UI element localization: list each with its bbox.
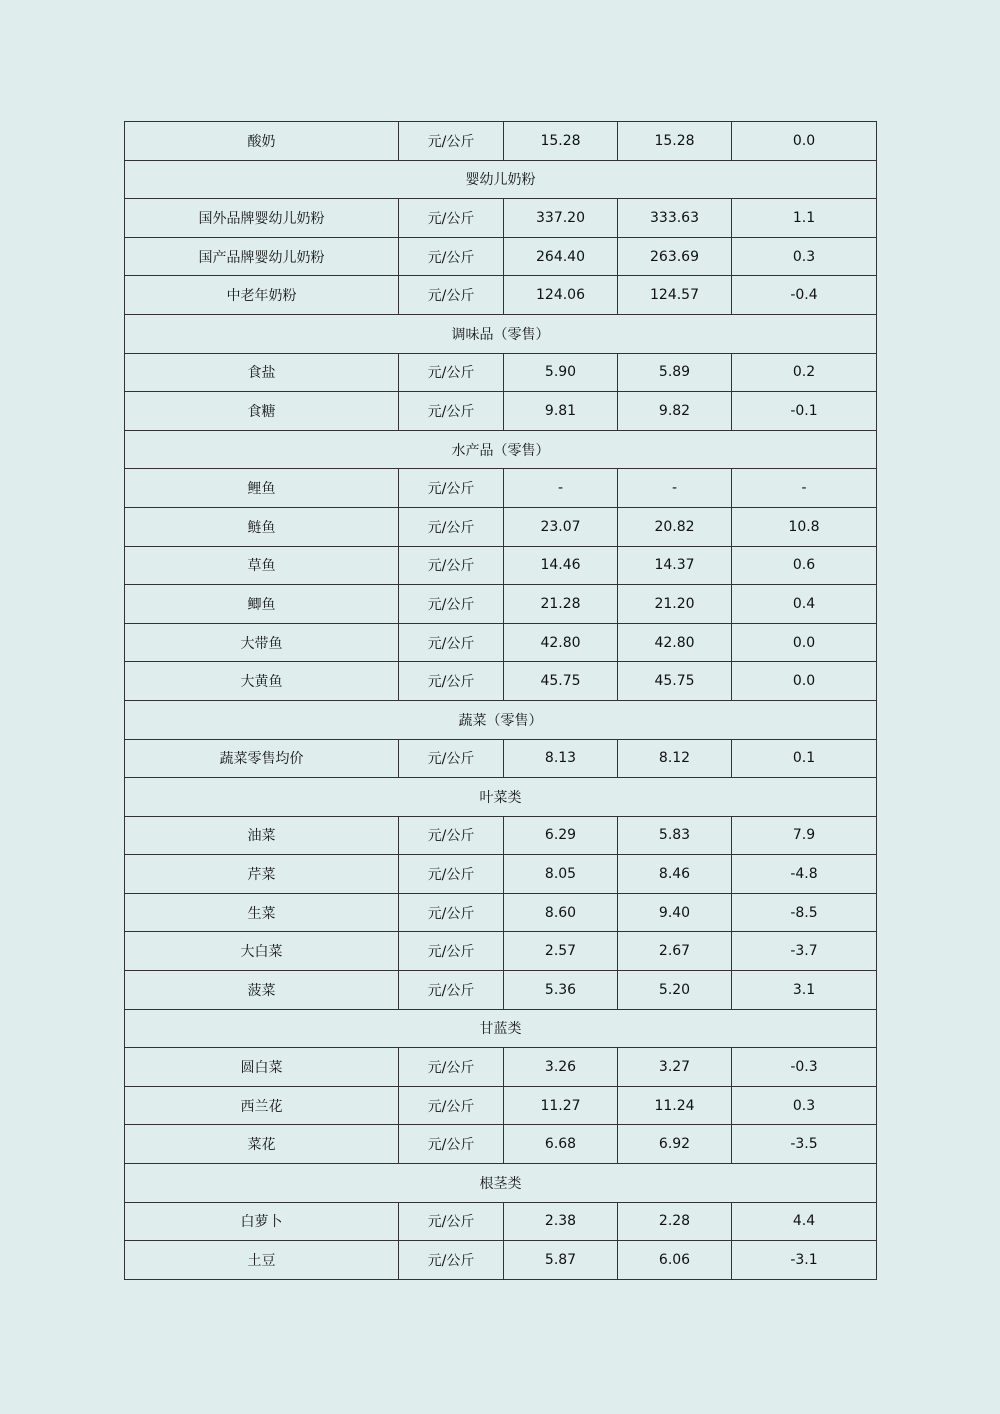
- table-row: [125, 1048, 877, 1087]
- previous-price-cell: 45.75: [618, 662, 732, 701]
- previous-price-cell: 124.57: [618, 276, 732, 315]
- current-price-cell: 337.20: [504, 199, 618, 238]
- previous-price-cell: 2.28: [618, 1202, 732, 1241]
- change-percent-cell: 0.1: [732, 739, 877, 778]
- current-price-cell: 45.75: [504, 662, 618, 701]
- section-header-row: [125, 778, 877, 817]
- previous-price-cell: 6.92: [618, 1125, 732, 1164]
- table-row: [125, 585, 877, 624]
- item-name-cell: 国外品牌婴幼儿奶粉: [125, 199, 399, 238]
- table-row: [125, 199, 877, 238]
- change-percent-cell: -3.1: [732, 1241, 877, 1280]
- change-percent-cell: 0.0: [732, 662, 877, 701]
- previous-price-cell: 6.06: [618, 1241, 732, 1280]
- table-row: [125, 971, 877, 1010]
- previous-price-cell: 9.40: [618, 893, 732, 932]
- table-row: [125, 893, 877, 932]
- change-percent-cell: 0.0: [732, 623, 877, 662]
- table-row: [125, 507, 877, 546]
- section-title: 根茎类: [125, 1164, 877, 1203]
- section-title: 蔬菜（零售）: [125, 700, 877, 739]
- table-row: [125, 1125, 877, 1164]
- item-name-cell: 油菜: [125, 816, 399, 855]
- section-title: 甘蓝类: [125, 1009, 877, 1048]
- current-price-cell: 42.80: [504, 623, 618, 662]
- section-title: 调味品（零售）: [125, 314, 877, 353]
- item-name-cell: 鲢鱼: [125, 507, 399, 546]
- change-percent-cell: -0.1: [732, 392, 877, 431]
- item-name-cell: 中老年奶粉: [125, 276, 399, 315]
- item-name-cell: 大白菜: [125, 932, 399, 971]
- unit-cell: 元/公斤: [399, 893, 504, 932]
- section-title: 婴幼儿奶粉: [125, 160, 877, 199]
- item-name-cell: 圆白菜: [125, 1048, 399, 1087]
- item-name-cell: 食盐: [125, 353, 399, 392]
- section-header-row: [125, 700, 877, 739]
- change-percent-cell: -8.5: [732, 893, 877, 932]
- change-percent-cell: 0.3: [732, 1086, 877, 1125]
- item-name-cell: 草鱼: [125, 546, 399, 585]
- unit-cell: 元/公斤: [399, 276, 504, 315]
- change-percent-cell: 0.0: [732, 122, 877, 161]
- unit-cell: 元/公斤: [399, 932, 504, 971]
- item-name-cell: 大黄鱼: [125, 662, 399, 701]
- current-price-cell: 6.29: [504, 816, 618, 855]
- previous-price-cell: 42.80: [618, 623, 732, 662]
- unit-cell: 元/公斤: [399, 353, 504, 392]
- change-percent-cell: -: [732, 469, 877, 508]
- previous-price-cell: 21.20: [618, 585, 732, 624]
- current-price-cell: 6.68: [504, 1125, 618, 1164]
- previous-price-cell: 5.20: [618, 971, 732, 1010]
- table-row: [125, 662, 877, 701]
- table-row: [125, 932, 877, 971]
- unit-cell: 元/公斤: [399, 507, 504, 546]
- table-row: [125, 1202, 877, 1241]
- previous-price-cell: 8.46: [618, 855, 732, 894]
- previous-price-cell: 8.12: [618, 739, 732, 778]
- section-header-row: [125, 430, 877, 469]
- current-price-cell: 5.36: [504, 971, 618, 1010]
- change-percent-cell: 0.6: [732, 546, 877, 585]
- section-header-row: [125, 314, 877, 353]
- current-price-cell: 3.26: [504, 1048, 618, 1087]
- table-row: [125, 237, 877, 276]
- item-name-cell: 国产品牌婴幼儿奶粉: [125, 237, 399, 276]
- change-percent-cell: -0.3: [732, 1048, 877, 1087]
- unit-cell: 元/公斤: [399, 662, 504, 701]
- change-percent-cell: 0.4: [732, 585, 877, 624]
- price-table: [124, 121, 877, 1280]
- previous-price-cell: 20.82: [618, 507, 732, 546]
- item-name-cell: 芹菜: [125, 855, 399, 894]
- unit-cell: 元/公斤: [399, 623, 504, 662]
- item-name-cell: 菜花: [125, 1125, 399, 1164]
- change-percent-cell: -0.4: [732, 276, 877, 315]
- table-row: [125, 816, 877, 855]
- change-percent-cell: -4.8: [732, 855, 877, 894]
- item-name-cell: 西兰花: [125, 1086, 399, 1125]
- unit-cell: 元/公斤: [399, 1202, 504, 1241]
- previous-price-cell: 333.63: [618, 199, 732, 238]
- unit-cell: 元/公斤: [399, 585, 504, 624]
- table-row: [125, 122, 877, 161]
- unit-cell: 元/公斤: [399, 237, 504, 276]
- item-name-cell: 生菜: [125, 893, 399, 932]
- current-price-cell: 15.28: [504, 122, 618, 161]
- change-percent-cell: 4.4: [732, 1202, 877, 1241]
- item-name-cell: 白萝卜: [125, 1202, 399, 1241]
- current-price-cell: 2.57: [504, 932, 618, 971]
- unit-cell: 元/公斤: [399, 469, 504, 508]
- change-percent-cell: 3.1: [732, 971, 877, 1010]
- current-price-cell: 5.87: [504, 1241, 618, 1280]
- item-name-cell: 食糖: [125, 392, 399, 431]
- item-name-cell: 蔬菜零售均价: [125, 739, 399, 778]
- table-row: [125, 739, 877, 778]
- previous-price-cell: 11.24: [618, 1086, 732, 1125]
- item-name-cell: 土豆: [125, 1241, 399, 1280]
- current-price-cell: 8.13: [504, 739, 618, 778]
- table-row: [125, 546, 877, 585]
- current-price-cell: 23.07: [504, 507, 618, 546]
- item-name-cell: 菠菜: [125, 971, 399, 1010]
- change-percent-cell: 7.9: [732, 816, 877, 855]
- previous-price-cell: 2.67: [618, 932, 732, 971]
- unit-cell: 元/公斤: [399, 816, 504, 855]
- change-percent-cell: 0.2: [732, 353, 877, 392]
- current-price-cell: 8.60: [504, 893, 618, 932]
- change-percent-cell: 0.3: [732, 237, 877, 276]
- current-price-cell: 11.27: [504, 1086, 618, 1125]
- section-title: 叶菜类: [125, 778, 877, 817]
- current-price-cell: 2.38: [504, 1202, 618, 1241]
- price-table-body: [125, 122, 877, 1280]
- current-price-cell: 8.05: [504, 855, 618, 894]
- unit-cell: 元/公斤: [399, 392, 504, 431]
- section-header-row: [125, 1164, 877, 1203]
- unit-cell: 元/公斤: [399, 546, 504, 585]
- current-price-cell: 9.81: [504, 392, 618, 431]
- change-percent-cell: 1.1: [732, 199, 877, 238]
- unit-cell: 元/公斤: [399, 122, 504, 161]
- previous-price-cell: 5.83: [618, 816, 732, 855]
- current-price-cell: 5.90: [504, 353, 618, 392]
- previous-price-cell: 9.82: [618, 392, 732, 431]
- section-header-row: [125, 160, 877, 199]
- unit-cell: 元/公斤: [399, 1048, 504, 1087]
- section-title: 水产品（零售）: [125, 430, 877, 469]
- table-row: [125, 392, 877, 431]
- current-price-cell: 14.46: [504, 546, 618, 585]
- current-price-cell: 264.40: [504, 237, 618, 276]
- table-row: [125, 469, 877, 508]
- change-percent-cell: -3.5: [732, 1125, 877, 1164]
- previous-price-cell: 5.89: [618, 353, 732, 392]
- table-row: [125, 1086, 877, 1125]
- table-row: [125, 353, 877, 392]
- unit-cell: 元/公斤: [399, 855, 504, 894]
- unit-cell: 元/公斤: [399, 739, 504, 778]
- item-name-cell: 酸奶: [125, 122, 399, 161]
- unit-cell: 元/公斤: [399, 199, 504, 238]
- previous-price-cell: 14.37: [618, 546, 732, 585]
- previous-price-cell: -: [618, 469, 732, 508]
- unit-cell: 元/公斤: [399, 971, 504, 1010]
- previous-price-cell: 263.69: [618, 237, 732, 276]
- current-price-cell: 124.06: [504, 276, 618, 315]
- section-header-row: [125, 1009, 877, 1048]
- unit-cell: 元/公斤: [399, 1241, 504, 1280]
- item-name-cell: 大带鱼: [125, 623, 399, 662]
- item-name-cell: 鲤鱼: [125, 469, 399, 508]
- table-row: [125, 276, 877, 315]
- change-percent-cell: 10.8: [732, 507, 877, 546]
- change-percent-cell: -3.7: [732, 932, 877, 971]
- table-row: [125, 1241, 877, 1280]
- table-row: [125, 623, 877, 662]
- current-price-cell: -: [504, 469, 618, 508]
- unit-cell: 元/公斤: [399, 1086, 504, 1125]
- previous-price-cell: 3.27: [618, 1048, 732, 1087]
- table-row: [125, 855, 877, 894]
- previous-price-cell: 15.28: [618, 122, 732, 161]
- item-name-cell: 鲫鱼: [125, 585, 399, 624]
- current-price-cell: 21.28: [504, 585, 618, 624]
- unit-cell: 元/公斤: [399, 1125, 504, 1164]
